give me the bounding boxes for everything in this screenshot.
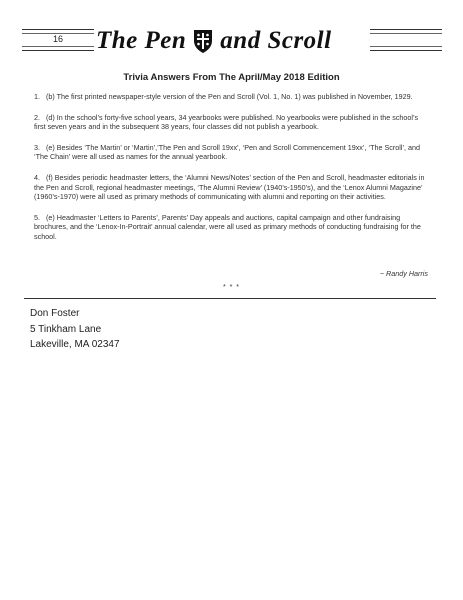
- answer-item: 4. (f) Besides periodic headmaster letters, the ‘Alumni News/Notes’ section of the Pen and Scroll, headmaster editorials in the Pen and Scroll, regional headmaster meetings, ‘The Alumni Review’ (1940’s-1950’s), and the ‘Lenox Alumni Magazine’ (1960’s-1970) were all used as primary methods of communicating with alumni and reporting on their activities.: [34, 172, 425, 202]
- author-signature: ~ Randy Harris: [379, 269, 428, 278]
- crest-icon: [192, 28, 214, 54]
- address-city: Lakeville, MA 02347: [30, 339, 120, 350]
- section-separator: * * *: [222, 284, 241, 291]
- answers-list: [34, 92, 428, 253]
- answer-item: 5. (e) Headmaster ‘Letters to Parents’, Parents’ Day appeals and auctions, capital campaign and other fundraising brochures, and the ‘Lenox-In-Portrait’ annual calendar, were all used as primary methods of conducting fundraising for the school.: [34, 212, 421, 241]
- title-right: and Scroll: [220, 27, 332, 54]
- answer-item: 1. (b) The first printed newspaper-style version of the Pen and Scroll (Vol. 1, No. 1) was published in November, 1929.: [34, 92, 413, 101]
- mailing-address: [30, 306, 120, 353]
- answer-item: 2. (d) In the school’s forty-five school years, 34 yearbooks were published. No yearbooks were published in the school’s first seven years and in the subsequent 38 years, four classes did not publish a yearbook.: [34, 112, 419, 132]
- masthead-rule: [370, 29, 442, 51]
- newspaper-title: [96, 24, 332, 58]
- address-street: 5 Tinkham Lane: [30, 323, 102, 335]
- answer-item: 3. (e) Besides ‘The Martin’ or ‘Martin’,’The Pen and Scroll 19xx’, ‘Pen and Scroll Commencement 19xx’, ‘The Scroll’, and ‘The Chain’ were all used as names for the annual yearbook.: [34, 142, 421, 162]
- page-number: 16: [52, 34, 63, 44]
- address-name: Don Foster: [30, 308, 80, 319]
- masthead: [22, 24, 442, 58]
- page-number-box: [22, 29, 94, 51]
- article-heading: Trivia Answers From The April/May 2018 Edition: [123, 72, 340, 83]
- horizontal-divider: [24, 298, 436, 299]
- title-left: The Pen: [96, 27, 187, 54]
